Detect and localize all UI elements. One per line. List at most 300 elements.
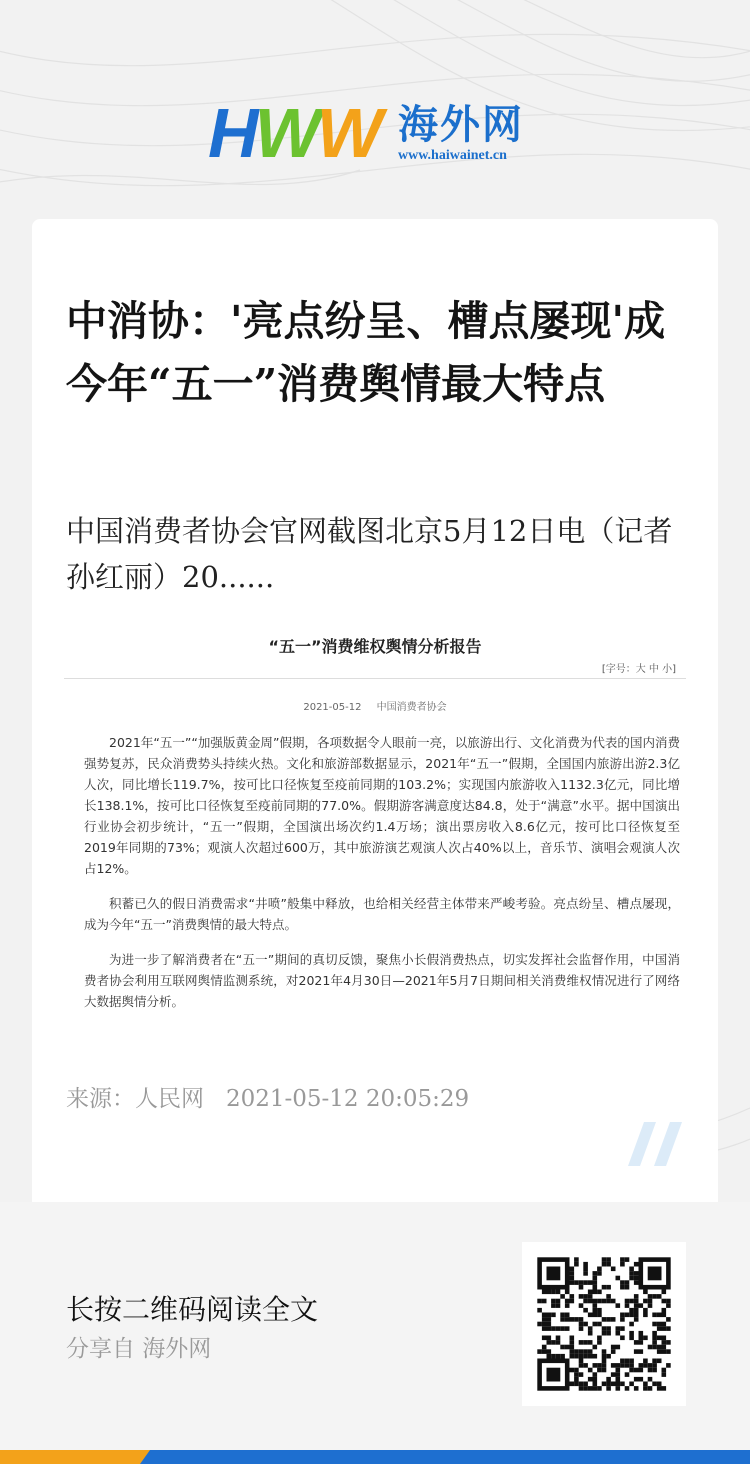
qr-module (560, 1326, 565, 1331)
qr-module (565, 1345, 570, 1350)
qr-module (616, 1372, 621, 1377)
qr-code[interactable] (522, 1242, 686, 1406)
qr-module (588, 1331, 593, 1336)
qr-module (583, 1349, 588, 1354)
qr-module (620, 1317, 625, 1322)
qr-module (583, 1354, 588, 1359)
qr-module (597, 1363, 602, 1368)
qr-module (662, 1386, 667, 1391)
qr-module (625, 1386, 630, 1391)
qr-module (639, 1331, 644, 1336)
qr-module (579, 1322, 584, 1327)
qr-module (643, 1336, 648, 1341)
qr-module (579, 1359, 584, 1364)
qr-module (634, 1280, 639, 1285)
qr-module (662, 1313, 667, 1318)
qr-module (588, 1386, 593, 1391)
qr-module (606, 1294, 611, 1299)
qr-module (570, 1280, 575, 1285)
qr-module (574, 1372, 579, 1377)
qr-module (606, 1331, 611, 1336)
qr-module (602, 1326, 607, 1331)
qr-module (602, 1285, 607, 1290)
qr-module (611, 1363, 616, 1368)
qr-module (593, 1382, 598, 1387)
qr-module (551, 1326, 556, 1331)
qr-module (639, 1340, 644, 1345)
qr-module (593, 1354, 598, 1359)
qr-module (602, 1331, 607, 1336)
qr-module (551, 1303, 556, 1308)
qr-module (620, 1262, 625, 1267)
qr-module (593, 1290, 598, 1295)
qr-module (588, 1290, 593, 1295)
qr-module (574, 1262, 579, 1267)
qr-module (643, 1299, 648, 1304)
qr-module (606, 1299, 611, 1304)
logo-letter-w2: W (316, 94, 379, 172)
shared-from-label: 分享自 海外网 (66, 1336, 212, 1362)
qr-module (648, 1377, 653, 1382)
publish-datetime: 2021-05-12 20:05:29 (225, 1086, 470, 1112)
qr-module (579, 1349, 584, 1354)
qr-module (648, 1303, 653, 1308)
qr-module (574, 1349, 579, 1354)
qr-module (652, 1345, 657, 1350)
qr-module (579, 1363, 584, 1368)
qr-module (574, 1382, 579, 1387)
qr-module (616, 1386, 621, 1391)
article-screenshot-image (64, 620, 686, 1050)
qr-module (574, 1368, 579, 1373)
qr-module (639, 1303, 644, 1308)
qr-module (652, 1368, 657, 1373)
qr-module (625, 1299, 630, 1304)
qr-module (620, 1280, 625, 1285)
qr-module (648, 1386, 653, 1391)
qr-module (597, 1322, 602, 1327)
qr-module (629, 1359, 634, 1364)
qr-module (611, 1372, 616, 1377)
qr-module (537, 1299, 542, 1304)
qr-module (639, 1377, 644, 1382)
qr-module (666, 1340, 671, 1345)
qr-module (579, 1303, 584, 1308)
qr-module (629, 1368, 634, 1373)
qr-module (639, 1336, 644, 1341)
qr-module (625, 1363, 630, 1368)
report-body (84, 732, 680, 1026)
qr-module (542, 1313, 547, 1318)
report-date: 2021-05-12 (303, 702, 362, 713)
qr-module (643, 1359, 648, 1364)
qr-module (657, 1359, 662, 1364)
qr-module (583, 1363, 588, 1368)
qr-module (611, 1299, 616, 1304)
qr-module (625, 1303, 630, 1308)
qr-module (666, 1303, 671, 1308)
qr-module (565, 1326, 570, 1331)
qr-module (662, 1326, 667, 1331)
qr-module (662, 1368, 667, 1373)
haiwainet-logo (208, 94, 548, 172)
qr-module (570, 1382, 575, 1387)
qr-module (547, 1326, 552, 1331)
qr-module (616, 1326, 621, 1331)
qr-module (579, 1372, 584, 1377)
qr-module (570, 1299, 575, 1304)
qr-module (593, 1313, 598, 1318)
qr-module (542, 1345, 547, 1350)
qr-module (593, 1363, 598, 1368)
qr-module (652, 1359, 657, 1364)
qr-module (537, 1349, 542, 1354)
qr-module (602, 1359, 607, 1364)
qr-module (616, 1345, 621, 1350)
qr-module (556, 1290, 561, 1295)
qr-module (629, 1267, 634, 1272)
qr-module (570, 1317, 575, 1322)
qr-module (629, 1313, 634, 1318)
qr-module (588, 1294, 593, 1299)
qr-module (593, 1271, 598, 1276)
qr-module (597, 1313, 602, 1318)
qr-module (602, 1368, 607, 1373)
qr-module (652, 1336, 657, 1341)
qr-module (634, 1313, 639, 1318)
qr-module (560, 1317, 565, 1322)
qr-module (570, 1354, 575, 1359)
qr-module (547, 1349, 552, 1354)
qr-module (579, 1317, 584, 1322)
qr-module (547, 1368, 561, 1382)
qr-module (583, 1294, 588, 1299)
qr-module (597, 1340, 602, 1345)
qr-module (597, 1299, 602, 1304)
qr-module (666, 1326, 671, 1331)
qr-module (588, 1313, 593, 1318)
qr-module (648, 1294, 653, 1299)
qr-module (583, 1340, 588, 1345)
qr-module (593, 1299, 598, 1304)
qr-module (570, 1271, 575, 1276)
qr-module (652, 1340, 657, 1345)
qr-module (662, 1308, 667, 1313)
qr-module (602, 1317, 607, 1322)
qr-module (574, 1257, 579, 1262)
qr-module (579, 1340, 584, 1345)
qr-module (593, 1372, 598, 1377)
qr-module (597, 1267, 602, 1272)
qr-module (542, 1317, 547, 1322)
report-meta (64, 698, 686, 713)
qr-module (606, 1386, 611, 1391)
qr-module (629, 1336, 634, 1341)
qr-module (639, 1349, 644, 1354)
qr-module (652, 1331, 657, 1336)
report-paragraph: 2021年“五一”“加强版黄金周”假期，各项数据令人眼前一亮，以旅游出行、文化消费为代表的国内消费强势复苏，民众消费势头持续火热。文化和旅游部数据显示，2021年“五一”假期，全国国内旅游出游2.3亿人次，同比增长119.7%，按可比口径恢复至疫前同期的103.2%；实现国内旅游收入1132.3亿元，同比增长138.1%，按可比口径恢复至疫前同期的77.0%。假期游客满意度达84.8，处于“满意”水平。据中国演出行业协会初步统计，“五一”假期，全国演出场次约1.4万场；演出票房收入8.6亿元，按可比口径恢复至2019年同期的73%；观演人次超过600万，其中旅游演艺观演人次占40%以上，音乐节、演唱会观演人次占12%。 (84, 735, 680, 876)
qr-module (634, 1386, 639, 1391)
qr-module (634, 1308, 639, 1313)
qr-module (634, 1299, 639, 1304)
qr-module (629, 1331, 634, 1336)
qr-module (570, 1294, 575, 1299)
qr-module (556, 1354, 561, 1359)
qr-module (666, 1317, 671, 1322)
qr-module (629, 1322, 634, 1327)
qr-module (634, 1271, 639, 1276)
qr-module (579, 1285, 584, 1290)
qr-module (606, 1257, 611, 1262)
source-label: 来源：人民网 (66, 1086, 204, 1112)
qr-module (593, 1377, 598, 1382)
qr-module (574, 1280, 579, 1285)
qr-module (583, 1262, 588, 1267)
qr-module (583, 1386, 588, 1391)
qr-module (616, 1377, 621, 1382)
qr-module (662, 1349, 667, 1354)
qr-module (579, 1382, 584, 1387)
qr-module (597, 1336, 602, 1341)
qr-module (602, 1382, 607, 1387)
qr-module (639, 1368, 644, 1373)
qr-module (620, 1336, 625, 1341)
qr-module (662, 1299, 667, 1304)
qr-module (588, 1299, 593, 1304)
qr-module (657, 1336, 662, 1341)
qr-module (565, 1299, 570, 1304)
qr-module (662, 1336, 667, 1341)
qr-module (648, 1267, 662, 1281)
qr-module (616, 1331, 621, 1336)
qr-module (625, 1285, 630, 1290)
bottom-color-bar (0, 1450, 750, 1464)
qr-module (560, 1354, 565, 1359)
qr-module (657, 1349, 662, 1354)
qr-module (629, 1382, 634, 1387)
qr-module (560, 1345, 565, 1350)
qr-module (593, 1386, 598, 1391)
qr-module (597, 1290, 602, 1295)
qr-module (606, 1354, 611, 1359)
qr-module (588, 1349, 593, 1354)
qr-module (634, 1349, 639, 1354)
qr-module (629, 1299, 634, 1304)
qr-module (662, 1322, 667, 1327)
qr-module (666, 1363, 671, 1368)
qr-module (616, 1363, 621, 1368)
qr-module (565, 1317, 570, 1322)
qr-module (565, 1303, 570, 1308)
qr-module (602, 1349, 607, 1354)
qr-module (556, 1303, 561, 1308)
qr-module (583, 1308, 588, 1313)
qr-module (616, 1276, 621, 1281)
qr-module (593, 1276, 598, 1281)
article-source-line (66, 1080, 469, 1113)
qr-module (625, 1372, 630, 1377)
qr-module (542, 1336, 547, 1341)
qr-module (551, 1313, 556, 1318)
qr-module (570, 1336, 575, 1341)
article-summary: 中国消费者协会官网截图北京5月12日电（记者孙红丽）20...... (66, 514, 673, 594)
qr-module (574, 1377, 579, 1382)
qr-module (611, 1345, 616, 1350)
qr-module (602, 1257, 607, 1262)
qr-module (574, 1317, 579, 1322)
qr-module (643, 1313, 648, 1318)
qr-module (556, 1299, 561, 1304)
qr-module (547, 1336, 552, 1341)
qr-module (597, 1308, 602, 1313)
qr-module (625, 1280, 630, 1285)
qr-module (593, 1285, 598, 1290)
qr-module (620, 1257, 625, 1262)
qr-module (620, 1313, 625, 1318)
qr-module (570, 1267, 575, 1272)
qr-module (565, 1290, 570, 1295)
qr-module (652, 1382, 657, 1387)
qr-module (588, 1280, 593, 1285)
qr-module (648, 1345, 653, 1350)
qr-module (620, 1382, 625, 1387)
qr-module (583, 1382, 588, 1387)
qr-module (560, 1313, 565, 1318)
qr-module (620, 1326, 625, 1331)
qr-module (662, 1290, 667, 1295)
qr-module (634, 1368, 639, 1373)
qr-module (643, 1308, 648, 1313)
qr-module (551, 1290, 556, 1295)
qr-module (583, 1280, 588, 1285)
qr-module (657, 1326, 662, 1331)
qr-module (657, 1345, 662, 1350)
qr-module (657, 1382, 662, 1387)
qr-module (611, 1267, 616, 1272)
qr-module (652, 1313, 657, 1318)
qr-module (570, 1345, 575, 1350)
qr-module (625, 1313, 630, 1318)
qr-module (634, 1262, 639, 1267)
qr-module (648, 1299, 653, 1304)
qr-module (593, 1308, 598, 1313)
qr-module (606, 1326, 611, 1331)
qr-module (547, 1354, 552, 1359)
qr-module (579, 1326, 584, 1331)
qr-module (657, 1313, 662, 1318)
qr-module (537, 1322, 542, 1327)
qr-module (551, 1354, 556, 1359)
qr-module (579, 1354, 584, 1359)
report-publisher: 中国消费者协会 (376, 702, 447, 713)
qr-module (574, 1354, 579, 1359)
qr-module (588, 1368, 593, 1373)
qr-module (657, 1322, 662, 1327)
qr-module (570, 1340, 575, 1345)
qr-module (611, 1317, 616, 1322)
logo-letter-w1: W (254, 94, 317, 172)
qr-module (593, 1303, 598, 1308)
qr-module (588, 1377, 593, 1382)
qr-module (643, 1290, 648, 1295)
logo-hww-mark (208, 94, 379, 172)
font-size-control: [字号：大 中 小] (601, 664, 676, 675)
qr-module (625, 1257, 630, 1262)
qr-module (657, 1294, 662, 1299)
qr-module (579, 1294, 584, 1299)
qr-module (542, 1299, 547, 1304)
qr-module (620, 1285, 625, 1290)
report-paragraph: 积蓄已久的假日消费需求“井喷”般集中释放，也给相关经营主体带来严峻考验。亮点纷呈、槽点屡现，成为今年“五一”消费舆情的最大特点。 (84, 896, 680, 932)
qr-module (542, 1326, 547, 1331)
qr-module (588, 1340, 593, 1345)
qr-module (634, 1303, 639, 1308)
qr-module (593, 1322, 598, 1327)
qr-module (606, 1382, 611, 1387)
logo-url: www.haiwainet.cn (398, 148, 507, 163)
qr-module (542, 1290, 547, 1295)
qr-module (583, 1267, 588, 1272)
qr-module (556, 1336, 561, 1341)
qr-module (547, 1322, 552, 1327)
qr-module (593, 1345, 598, 1350)
qr-module (542, 1349, 547, 1354)
qr-module (616, 1368, 621, 1373)
qr-module (537, 1308, 542, 1313)
qr-module (652, 1322, 657, 1327)
qr-module (542, 1322, 547, 1327)
qr-module (634, 1276, 639, 1281)
qr-module (588, 1354, 593, 1359)
quote-mark-icon (626, 1122, 686, 1166)
qr-module (606, 1317, 611, 1322)
qr-module (579, 1386, 584, 1391)
qr-module (639, 1363, 644, 1368)
qr-code-icon (522, 1242, 686, 1406)
qr-module (611, 1382, 616, 1387)
qr-module (643, 1363, 648, 1368)
qr-module (547, 1267, 561, 1281)
qr-module (616, 1382, 621, 1387)
qr-module (606, 1262, 611, 1267)
qr-module (629, 1276, 634, 1281)
qr-module (643, 1382, 648, 1387)
qr-module (556, 1326, 561, 1331)
qr-module (620, 1359, 625, 1364)
qr-module (648, 1363, 653, 1368)
qr-module (565, 1313, 570, 1318)
qr-module (634, 1294, 639, 1299)
qr-module (629, 1271, 634, 1276)
qr-module (606, 1377, 611, 1382)
read-full-text-prompt: 长按二维码阅读全文 (66, 1293, 319, 1326)
qr-module (593, 1280, 598, 1285)
qr-module (629, 1308, 634, 1313)
qr-module (588, 1326, 593, 1331)
qr-module (652, 1294, 657, 1299)
qr-module (583, 1322, 588, 1327)
qr-module (616, 1303, 621, 1308)
qr-module (606, 1285, 611, 1290)
qr-module (570, 1368, 575, 1373)
qr-module (579, 1280, 584, 1285)
qr-module (547, 1317, 552, 1322)
qr-module (597, 1386, 602, 1391)
qr-module (625, 1359, 630, 1364)
qr-module (551, 1299, 556, 1304)
qr-module (629, 1363, 634, 1368)
qr-module (547, 1313, 552, 1318)
